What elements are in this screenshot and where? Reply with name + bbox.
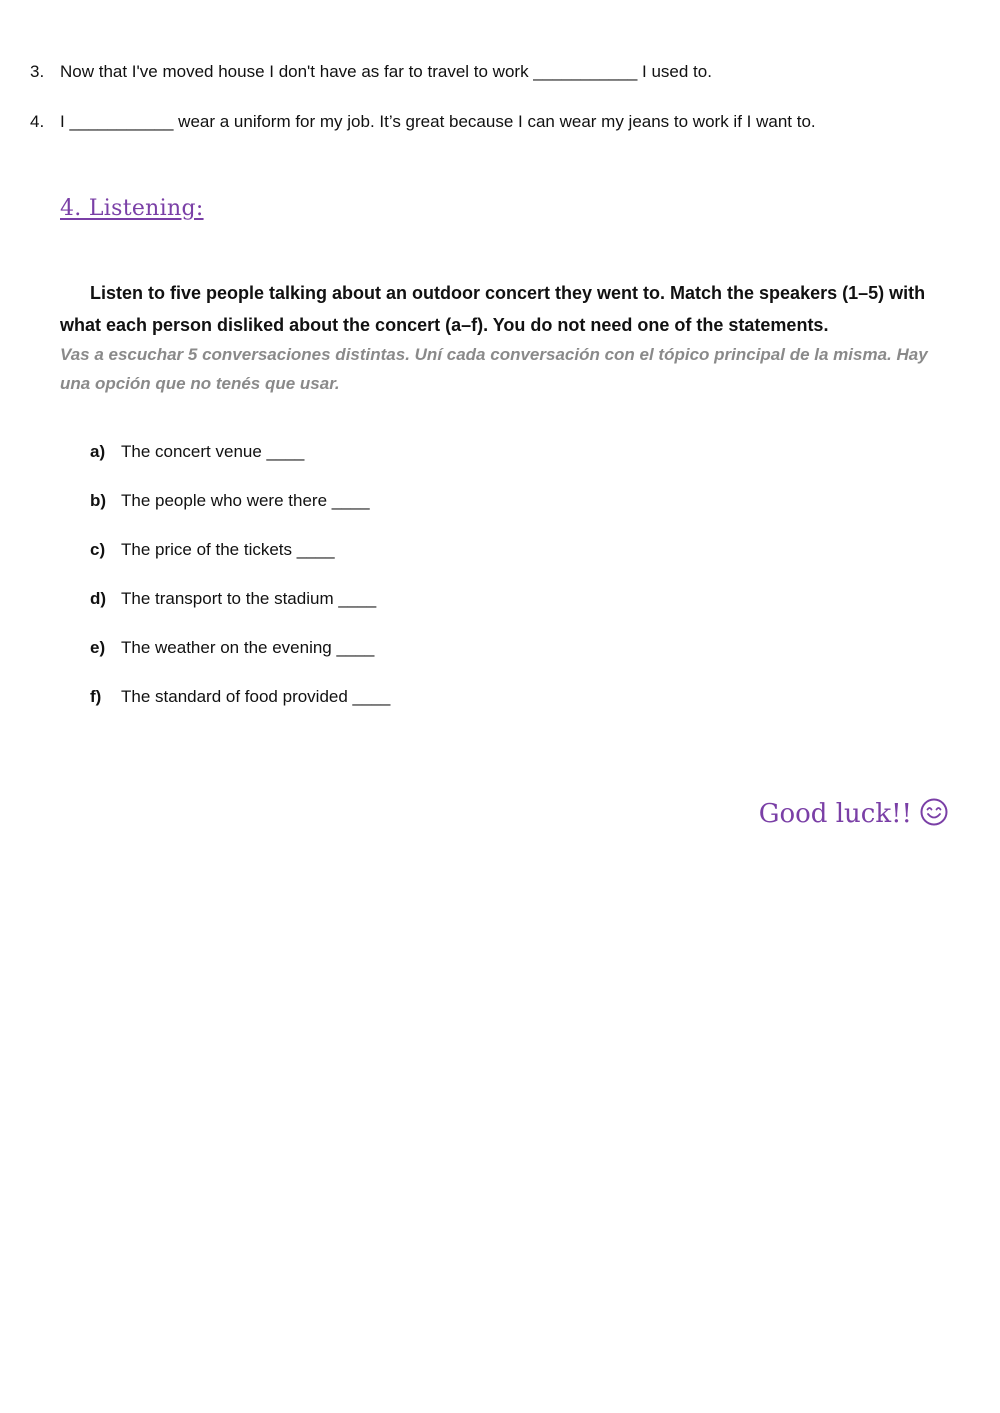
listening-instructions: Listen to five people talking about an outdoor concert they went to. Match the speakers (1–5) with what each person disliked about the concert (a–f). You do not need one of the statements.	[60, 283, 926, 335]
question-text: Now that I've moved house I don't have as far to travel to work ___________ I used to.	[60, 62, 712, 81]
option-text: The transport to the stadium ____	[121, 589, 377, 608]
option-d	[90, 588, 376, 610]
option-e	[90, 637, 374, 659]
option-b	[90, 490, 370, 512]
good-luck-text: Good luck!!	[758, 799, 912, 829]
option-text: The standard of food provided ____	[121, 687, 391, 706]
question-3	[30, 61, 712, 83]
question-text: I ___________ wear a uniform for my job. It’s great because I can wear my jeans to work if I want to.	[60, 112, 816, 131]
option-c	[90, 539, 335, 561]
option-text: The people who were there ____	[121, 491, 370, 510]
option-letter: b)	[90, 491, 107, 510]
section-title-listening: 4. Listening:	[60, 196, 204, 221]
option-text: The weather on the evening ____	[121, 638, 375, 657]
listening-translation: Vas a escuchar 5 conversaciones distintas. Uní cada conversación con el tópico principal de la misma. Hay una opción que no tenés que usar.	[60, 345, 928, 393]
option-letter: f)	[90, 687, 102, 706]
option-letter: a)	[90, 442, 106, 461]
question-4	[30, 111, 816, 133]
option-letter: e)	[90, 638, 106, 657]
good-luck-message	[759, 798, 948, 829]
question-number: 4.	[30, 112, 45, 131]
option-f	[90, 686, 390, 708]
option-letter: d)	[90, 589, 107, 608]
option-letter: c)	[90, 540, 106, 559]
option-a	[90, 441, 304, 463]
option-text: The concert venue ____	[121, 442, 305, 461]
smiley-icon	[920, 798, 948, 826]
option-text: The price of the tickets ____	[121, 540, 335, 559]
question-number: 3.	[30, 62, 45, 81]
